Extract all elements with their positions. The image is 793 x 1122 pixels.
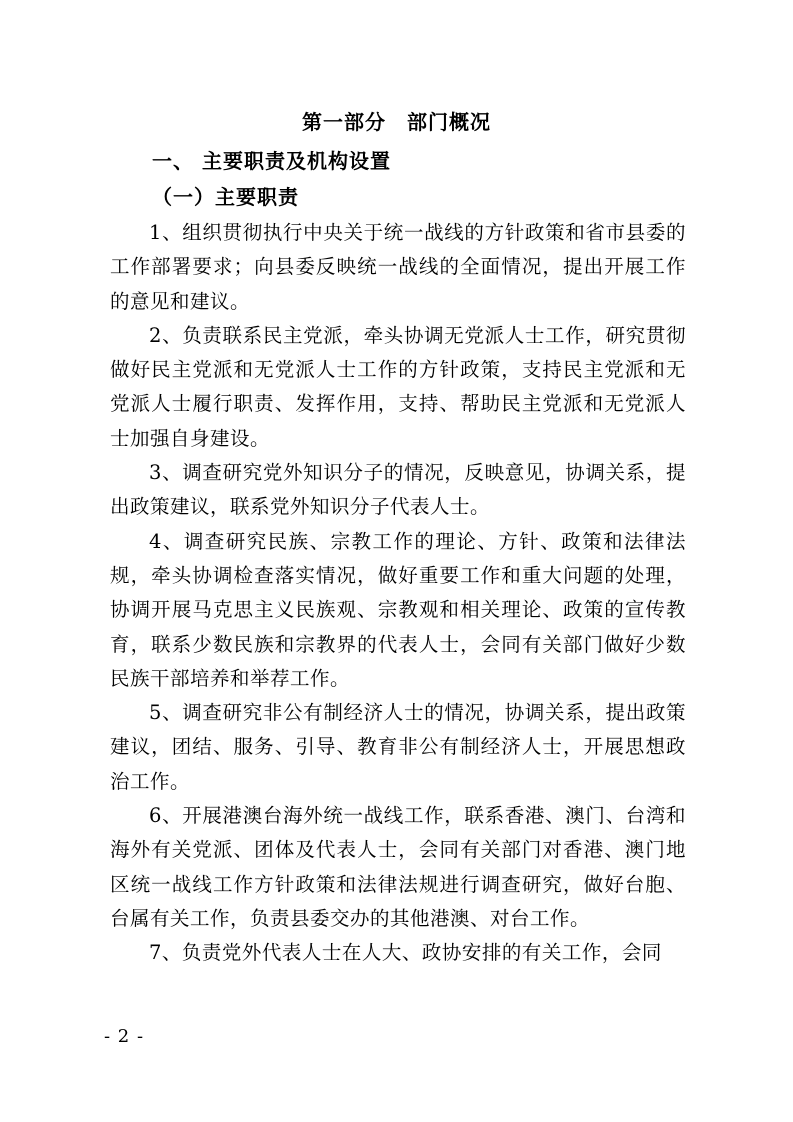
paragraph-6: 6、开展港澳台海外统一战线工作，联系香港、澳门、台湾和海外有关党派、团体及代表人士，会同有关部门对香港、澳门地区统一战线工作方针政策和法律法规进行调查研究，做好台胞、台属有关工作，负责县委交办的其他港澳、对台工作。 — [110, 804, 686, 930]
paragraph-1: 1、组织贯彻执行中央关于统一战线的方针政策和省市县委的工作部署要求；向县委反映统一战线的全面情况，提出开展工作的意见和建议。 — [110, 221, 686, 313]
paragraph-3: 3、调查研究党外知识分子的情况，反映意见，协调关系，提出政策建议，联系党外知识分子代表人士。 — [110, 461, 686, 519]
paragraph-2: 2、负责联系民主党派，牵头协调无党派人士工作，研究贯彻做好民主党派和无党派人士工作的方针政策，支持民主党派和无党派人士履行职责、发挥作用，支持、帮助民主党派和无党派人士加强自身建设。 — [110, 323, 686, 450]
body-text — [110, 216, 686, 971]
section-heading: 一、 主要职责及机构设置 — [152, 149, 391, 173]
part-title: 第一部分 部门概况 — [302, 110, 491, 134]
page-number: - 2 - — [104, 1026, 145, 1047]
subsection-heading: （一）主要职责 — [152, 185, 299, 209]
paragraph-5: 5、调查研究非公有制经济人士的情况，协调关系，提出政策建议，团结、服务、引导、教育非公有制经济人士，开展思想政治工作。 — [110, 701, 686, 793]
paragraph-4: 4、调查研究民族、宗教工作的理论、方针、政策和法律法规，牵头协调检查落实情况，做好重要工作和重大问题的处理，协调开展马克思主义民族观、宗教观和相关理论、政策的宣传教育，联系少数民族和宗教界的代表人士，会同有关部门做好少数民族干部培养和举荐工作。 — [110, 529, 686, 690]
paragraph-7: 7、负责党外代表人士在人大、政协安排的有关工作，会同 — [149, 941, 662, 965]
